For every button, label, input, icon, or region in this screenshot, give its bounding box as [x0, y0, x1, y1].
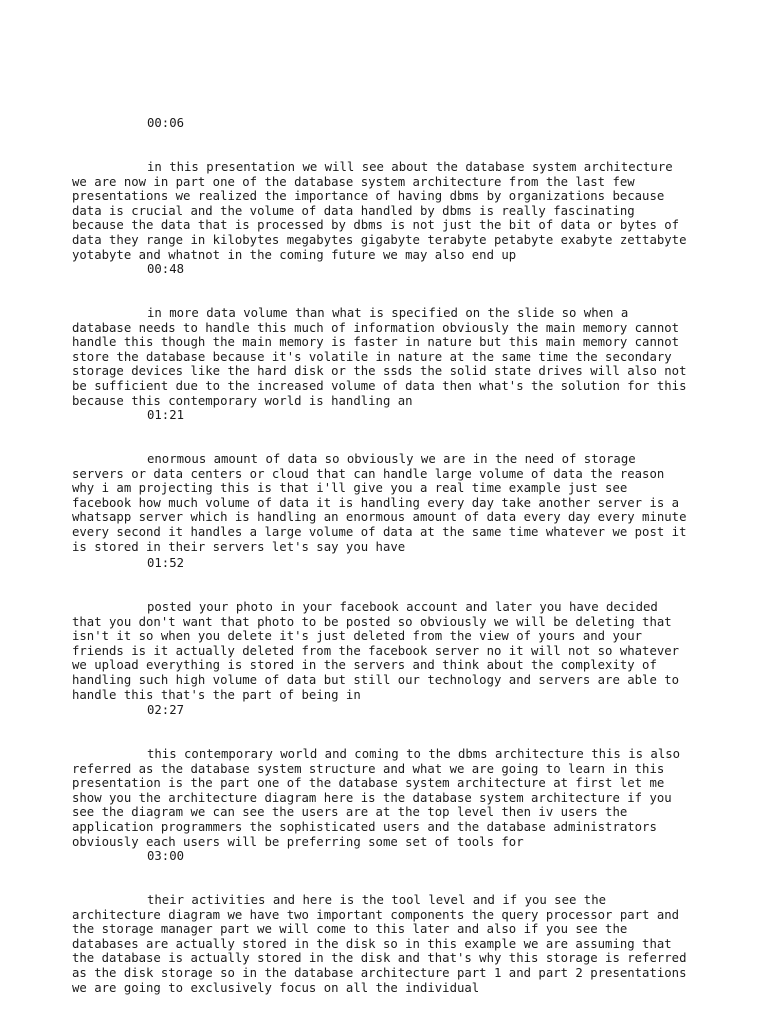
text-line: their activities and here is the tool level and if you see the [147, 892, 607, 907]
text-line: we are now in part one of the database system architecture from the last few [72, 174, 635, 189]
text-line: data they range in kilobytes megabytes gigabyte terabyte petabyte exabyte zettabyte [72, 232, 687, 247]
text-line: architecture diagram we have two important components the query processor part and [72, 907, 680, 922]
text-line: every second it handles a large volume of data at the same time whatever we post it [72, 524, 687, 539]
text-line: servers or data centers or cloud that can handle large volume of data the reason [72, 466, 665, 481]
segment-text [72, 893, 712, 995]
text-line: databases are actually stored in the disk so in this example we are assuming that [72, 936, 672, 951]
segment-timestamp: 01:52 [147, 556, 185, 571]
text-line: store the database because it's volatile in nature at the same time the secondary [72, 349, 672, 364]
text-line: posted your photo in your facebook account and later you have decided [147, 599, 658, 614]
text-line: we are going to exclusively focus on all the individual [72, 980, 480, 995]
text-line: in more data volume than what is specified on the slide so when a [147, 305, 629, 320]
text-line: show you the architecture diagram here is the database system architecture if you [72, 790, 672, 805]
text-line: in this presentation we will see about the database system architecture [147, 159, 673, 174]
text-line: storage devices like the hard disk or the ssds the solid state drives will also not [72, 364, 687, 379]
text-line: be sufficient due to the increased volume of data then what's the solution for this [72, 378, 687, 393]
text-line: application programmers the sophisticated users and the database administrators [72, 819, 657, 834]
text-line: data is crucial and the volume of data handled by dbms is really fascinating [72, 203, 635, 218]
text-line: because this contemporary world is handling an [72, 393, 413, 408]
segment-timestamp: 00:06 [147, 116, 185, 131]
text-line: enormous amount of data so obviously we are in the need of storage [147, 451, 636, 466]
segment-timestamp: 00:48 [147, 262, 185, 277]
segment-timestamp: 01:21 [147, 408, 185, 423]
text-line: handle this that's the part of being in [72, 687, 361, 702]
text-line: presentations we realized the importance of having dbms by organizations because [72, 189, 665, 204]
text-line: because the data that is processed by dbms is not just the bit of data or bytes of [72, 218, 680, 233]
text-line: see the diagram we can see the users are at the top level then iv users the [72, 805, 628, 820]
segment-timestamp: 02:27 [147, 703, 185, 718]
text-line: is stored in their servers let's say you have [72, 539, 406, 554]
text-line: facebook how much volume of data it is handling every day take another server is a [72, 495, 680, 510]
text-line: obviously each users will be preferring some set of tools for [72, 834, 524, 849]
text-line: isn't it so when you delete it's just deleted from the view of yours and your [72, 629, 643, 644]
text-line: why i am projecting this is that i'll give you a real time example just see [72, 481, 628, 496]
text-line: friends is it actually deleted from the facebook server no it will not so whatever [72, 643, 680, 658]
text-line: this contemporary world and coming to the dbms architecture this is also [147, 746, 681, 761]
text-line: that you don't want that photo to be posted so obviously we will be deleting that [72, 614, 672, 629]
text-line: yotabyte and whatnot in the coming future we may also end up [72, 247, 517, 262]
text-line: handling such high volume of data but still our technology and servers are able to [72, 672, 680, 687]
text-line: referred as the database system structure and what we are going to learn in this [72, 761, 665, 776]
text-line: as the disk storage so in the database architecture part 1 and part 2 presentations [72, 965, 687, 980]
text-line: the database is actually stored in the disk and that's why this storage is referred [72, 951, 687, 966]
text-line: whatsapp server which is handling an enormous amount of data every day every minute [72, 510, 687, 525]
text-line: handle this though the main memory is faster in nature but this main memory cannot [72, 335, 680, 350]
transcript-segment [72, 820, 712, 1024]
text-line: the storage manager part we will come to this later and also if you see the [72, 922, 628, 937]
text-line: presentation is the part one of the database system architecture at first let me [72, 776, 665, 791]
segment-timestamp: 03:00 [147, 849, 185, 864]
text-line: database needs to handle this much of information obviously the main memory cannot [72, 320, 680, 335]
text-line: we upload everything is stored in the servers and think about the complexity of [72, 658, 657, 673]
